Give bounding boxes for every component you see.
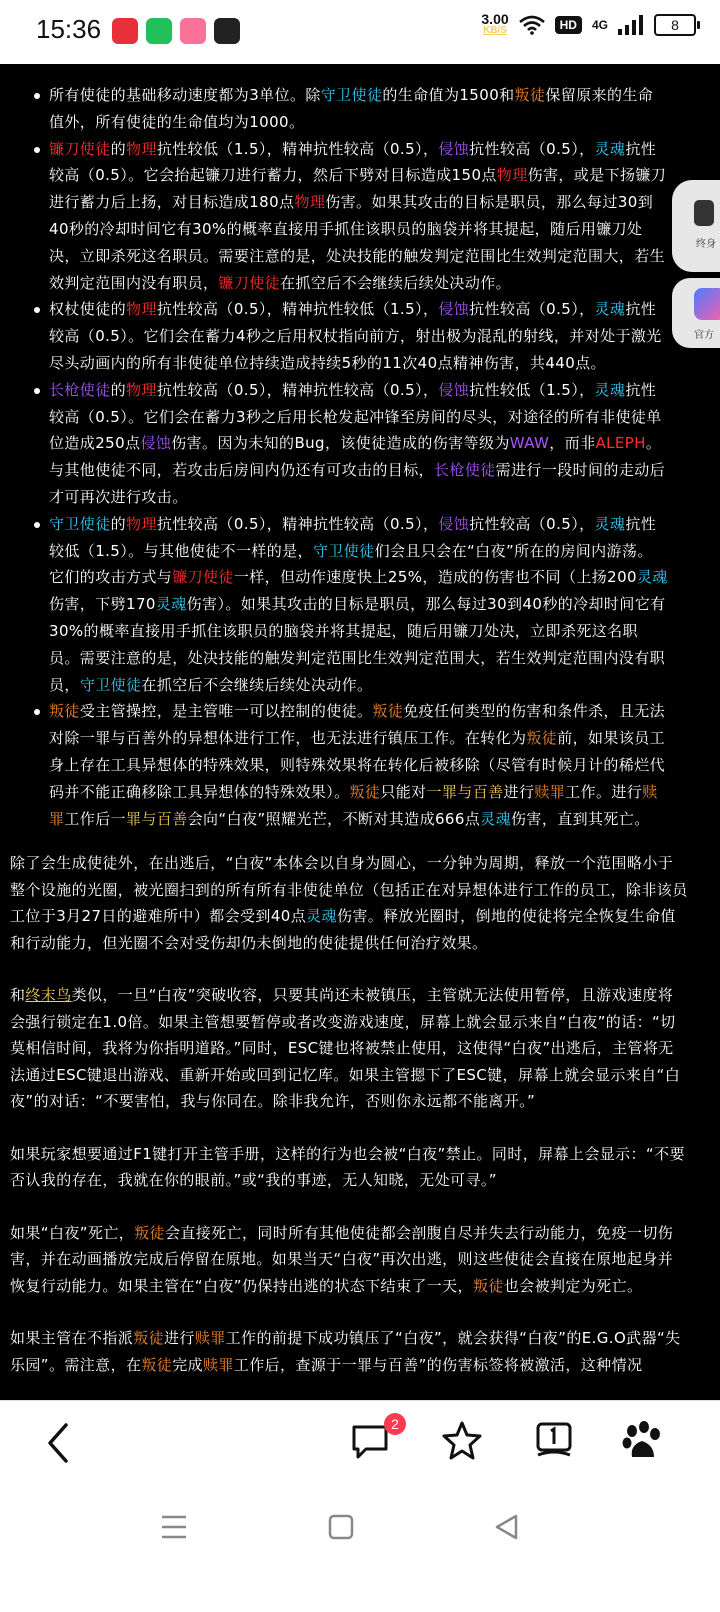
text-segment: 的 <box>110 514 127 533</box>
text-segment: 物理 <box>126 139 157 158</box>
text-segment: 抗性较低（1.5），精神抗性较高（0.5）， <box>156 139 439 158</box>
text-segment: 灵魂 <box>594 514 626 533</box>
text-segment: 伤害。如果其攻击的目标是职员，那么每过30到40秒的冷却时间它有30%的概率直接用手抓住该职员的脑袋并将其提起，随后用镰刀处决，立即杀死这名职员。需要注意的是，处决技能的触发判定范围比生效判定范围大，若生效判定范围内没有职员， <box>49 193 666 292</box>
text-segment: 叛徒 <box>514 86 546 104</box>
bullet-item <box>0 82 720 136</box>
app-logo-icon <box>694 288 720 320</box>
text-segment: 抗性较高（0.5），精神抗性较高（0.5）， <box>156 380 439 399</box>
text-segment: 赎罪 <box>203 1355 234 1374</box>
text-segment: 免疫任何类型的伤害和条件杀，且无法对除一罪与百善外的异想体进行工作，也无法进行镇压工作。在转化为 <box>49 702 666 748</box>
text-segment: 侵蚀 <box>438 514 470 533</box>
text-segment: 的生命值为1500和 <box>382 86 515 104</box>
text-segment: 物理 <box>496 166 528 185</box>
text-segment: 叛徒 <box>49 702 80 721</box>
network-speed: 3.00 KB/S <box>481 11 509 36</box>
text-segment: 叛徒 <box>141 1355 173 1374</box>
reader-icon[interactable] <box>532 1419 576 1463</box>
text-segment: 除了会生成使徒外，在出逃后，“白夜”本体会以自身为圆心，一分钟为周期，释放一个范围略小于整个设施的光圈，被光圈扫到的所有所有非使徒单位（包括正在对异想体进行工作的员工，除非该员工位于3月27日的避难所中）都会受到40点 <box>10 854 688 926</box>
text-segment: 叛徒 <box>349 782 381 801</box>
text-segment: 工作的前提下成功镇压了“白夜”，就会获得“白夜”的E.G.O武器“失乐园”。需注意，在 <box>10 1329 681 1374</box>
text-segment: 灵魂 <box>594 380 626 399</box>
wifi-icon <box>519 15 545 35</box>
text-segment: 守卫使徒 <box>312 541 375 560</box>
status-bar <box>0 0 720 64</box>
text-segment: 灵魂 <box>594 139 626 158</box>
text-segment: 物理 <box>126 300 157 319</box>
menu-icon[interactable] <box>160 1514 188 1540</box>
text-segment: 抗性较高（0.5）。它会抬起镰刀进行蓄力，然后下劈对目标造成150点 <box>49 139 657 185</box>
text-segment[interactable]: 终末鸟 <box>25 986 72 1005</box>
text-segment: 伤害，下劈170 <box>49 595 156 614</box>
bullet-item <box>0 136 720 297</box>
text-segment: 物理 <box>126 514 157 533</box>
widget-label: 终身 <box>696 239 716 250</box>
bullet-item <box>0 511 720 699</box>
text-segment: 工作后 <box>64 809 111 828</box>
text-segment: 物理 <box>126 380 157 399</box>
system-navigation-bar <box>0 1490 720 1612</box>
paragraph <box>0 1141 720 1194</box>
text-segment: 抗性较高（0.5），精神抗性较高（0.5）， <box>156 514 439 533</box>
text-segment: 工作。进行 <box>565 782 643 801</box>
text-segment: 伤害。因为未知的Bug，该使徒造成的伤害等级为 <box>171 434 510 453</box>
status-time: 15:36 <box>36 14 102 44</box>
text-segment: 抗性较高（0.5），精神抗性较低（1.5）， <box>156 300 439 319</box>
paragraph-list <box>0 832 720 1378</box>
text-segment: 抗性较低（1.5）。与其他使徒不一样的是， <box>49 514 657 560</box>
text-segment: 所有使徒的基础移动速度都为3单位。除 <box>49 86 321 104</box>
text-segment: 抗性较高（0.5）， <box>469 139 595 158</box>
text-segment: 叛徒 <box>372 702 404 721</box>
article-content <box>0 64 720 1432</box>
signal-icon <box>618 15 644 35</box>
text-segment: 叛徒 <box>526 729 558 748</box>
text-segment: 伤害，直到其死亡。 <box>511 809 650 828</box>
text-segment: 侵蚀 <box>438 300 470 319</box>
text-segment: 需进行一段时间的走动后才可再次进行攻击。 <box>49 461 666 506</box>
text-segment: 受主管操控，是主管唯一可以控制的使徒。 <box>79 702 373 721</box>
text-segment: 抗性较高（0.5）。它们会在蓄力3秒之后用长枪发起冲锋至房间的尽头，对途径的所有非使徒单位造成250点 <box>49 380 662 453</box>
text-segment: 如果玩家想要通过F1键打开主管手册，这样的行为也会被“白夜”禁止。同时，屏幕上会显示：“不要否认我的存在，我就在你的眼前。”或“我的事迹，无人知晓，无处可寻。” <box>10 1144 685 1190</box>
text-segment: 守卫使徒 <box>320 86 383 104</box>
paragraph <box>0 850 720 956</box>
bullet-item <box>0 377 720 511</box>
text-segment: 伤害，或是下扬镰刀进行蓄力后上扬，对目标造成180点 <box>49 166 667 212</box>
shopping-app-icon <box>112 18 138 44</box>
text-segment: 叛徒 <box>134 1223 165 1242</box>
text-segment: 类似，一旦“白夜”突破收容，只要其尚还未被镇压，主管就无法使用暂停，且游戏速度将会强行锁定在1.0倍。如果主管想要暂停或者改变游戏速度，屏幕上就会显示来自“白夜”的话：“切莫相信时间，我将为你指明道路。”同时，ESC键也将被禁止使用，这使得“白夜”出逃后，主管将无法通过ESC键退出游戏、重新开始或回到记忆库。如果主管摁下了ESC键，屏幕上就会显示来自“白夜”的对话：“不要害怕，我与你同在。除非我允许，否则你永远都不能离开。” <box>10 986 681 1111</box>
comment-count-badge: 2 <box>384 1413 406 1435</box>
text-segment: 如果主管在不指派 <box>10 1329 134 1348</box>
text-segment: ，而非 <box>549 434 596 453</box>
text-segment: 抗性较高（0.5）， <box>469 514 595 533</box>
paragraph <box>0 1220 720 1300</box>
text-segment: 会直接死亡，同时所有其他使徒都会剖腹自尽并失去行动能力，免疫一切伤害，并在动画播放完成后停留在原地。如果当天“白夜”再次出逃，则这些使徒会直接在原地起身并恢复行动能力。如果主管在“白夜”仍保持出逃的状态下结束了一天， <box>10 1223 674 1295</box>
text-segment: 在抓空后不会继续后续处决动作。 <box>141 675 373 694</box>
bullet-item <box>0 296 720 376</box>
text-segment: 。与其他使徒不同，若攻击后房间内仍还有可攻击的目标， <box>49 434 662 480</box>
text-segment: 完成 <box>172 1355 203 1374</box>
text-segment: 灵魂 <box>480 809 512 828</box>
bottom-toolbar <box>0 1400 720 1491</box>
floating-widget-1[interactable] <box>672 180 720 272</box>
text-segment: 镰刀使徒 <box>218 273 281 292</box>
text-segment: 权杖使徒的 <box>49 300 127 319</box>
text-segment: 抗性较高（0.5）。它们会在蓄力4秒之后用权杖指向前方，射出极为混乱的射线，并对处于激光尽头动画内的所有非使徒单位持续造成持续5秒的11次40点精神伤害，共440点。 <box>49 300 662 372</box>
back-triangle-icon[interactable] <box>494 1514 520 1540</box>
text-segment: 如果“白夜”死亡， <box>10 1223 135 1242</box>
text-segment: 的 <box>110 380 127 399</box>
network-type: 4G <box>591 18 608 32</box>
text-segment: 守卫使徒 <box>79 675 142 694</box>
text-segment: 进行 <box>503 782 535 801</box>
text-segment: 镰刀使徒 <box>172 568 234 587</box>
bullet-list <box>0 64 720 832</box>
text-segment: 侵蚀 <box>140 434 172 453</box>
hd-badge: HD <box>555 16 582 34</box>
paragraph <box>0 1325 720 1378</box>
floating-widget-2[interactable] <box>672 278 720 348</box>
battery-indicator: 8 <box>654 14 696 36</box>
text-segment: 的 <box>110 139 127 158</box>
baidu-paw-icon[interactable] <box>620 1419 664 1463</box>
text-segment: 只能对 <box>380 782 427 801</box>
text-segment: ALEPH <box>595 434 646 453</box>
text-segment: 长枪使徒 <box>434 461 496 480</box>
text-segment: 抗性较低（1.5）， <box>469 380 595 399</box>
text-segment: 抗性较高（0.5）， <box>469 300 595 319</box>
text-segment: 在抓空后不会继续后续处决动作。 <box>280 273 512 292</box>
text-segment: 镰刀使徒 <box>49 139 111 158</box>
text-segment: 会向“白夜”照耀光芒，不断对其造成666点 <box>187 809 481 828</box>
text-segment: 进行 <box>164 1329 195 1348</box>
message-app-icon <box>146 18 172 44</box>
text-segment: 叛徒 <box>133 1329 165 1348</box>
text-segment: 叛徒 <box>472 1276 504 1295</box>
text-segment: 灵魂 <box>155 595 187 614</box>
text-segment: 和 <box>10 986 26 1005</box>
text-segment: 一样，但动作速度快上25%，造成的伤害也不同（上扬200 <box>233 568 637 587</box>
bullet-item <box>0 698 720 832</box>
text-segment: 长枪使徒 <box>49 380 111 399</box>
text-segment: 侵蚀 <box>438 139 470 158</box>
text-segment: 们会且只会在“白夜”所在的房间内游荡。它们的攻击方式与 <box>49 541 653 587</box>
text-segment: 赎罪 <box>49 782 658 828</box>
text-segment: 守卫使徒 <box>49 514 111 533</box>
text-segment: 灵魂 <box>637 568 668 587</box>
widget-label: 官方 <box>694 330 714 341</box>
text-segment: 伤害）。如果其攻击的目标是职员，那么每过30到40秒的冷却时间它有30%的概率直接用手抓住该职员的脑袋并将其提起，随后用镰刀处决，立即杀死这名职员。需要注意的是，处决技能的触发判定范围比生效判定范围大，若生效判定范围内没有职员， <box>49 595 666 694</box>
text-segment: 一罪与百善 <box>110 809 188 828</box>
text-segment: 灵魂 <box>306 907 337 926</box>
notification-icons <box>112 18 240 44</box>
text-segment: 也会被判定为死亡。 <box>503 1276 643 1295</box>
text-segment: 物理 <box>294 193 326 212</box>
text-segment: 前，如果该员工身上存在工具异想体的特殊效果，则特殊效果将在转化后被移除（尽管有时候月计的稀烂代码并不能正确移除工具异想体的特殊效果）。 <box>49 729 666 801</box>
bilibili-icon <box>180 18 206 44</box>
text-segment: 伤害。释放光圈时，倒地的使徒将完全恢复生命值和行动能力，但光圈不会对受伤却仍未倒地的使徒提供任何治疗效果。 <box>10 907 676 952</box>
paragraph <box>0 982 720 1115</box>
text-segment: 工作后，查源于一罪与百善”的伤害标签将被激活，这种情况 <box>233 1355 643 1374</box>
text-segment: 保留原来的生命值外，所有使徒的生命值均为1000。 <box>49 86 654 131</box>
text-segment: 赎罪 <box>194 1329 226 1348</box>
text-segment: 赎罪 <box>534 782 566 801</box>
widget-icon <box>694 200 714 226</box>
text-segment: 一罪与百善 <box>426 782 504 801</box>
text-segment: 侵蚀 <box>438 380 470 399</box>
game-app-icon <box>214 18 240 44</box>
back-icon[interactable] <box>40 1419 80 1467</box>
star-icon[interactable] <box>440 1419 484 1463</box>
home-icon[interactable] <box>328 1514 354 1540</box>
text-segment: 灵魂 <box>594 300 626 319</box>
text-segment: WAW <box>509 434 550 453</box>
